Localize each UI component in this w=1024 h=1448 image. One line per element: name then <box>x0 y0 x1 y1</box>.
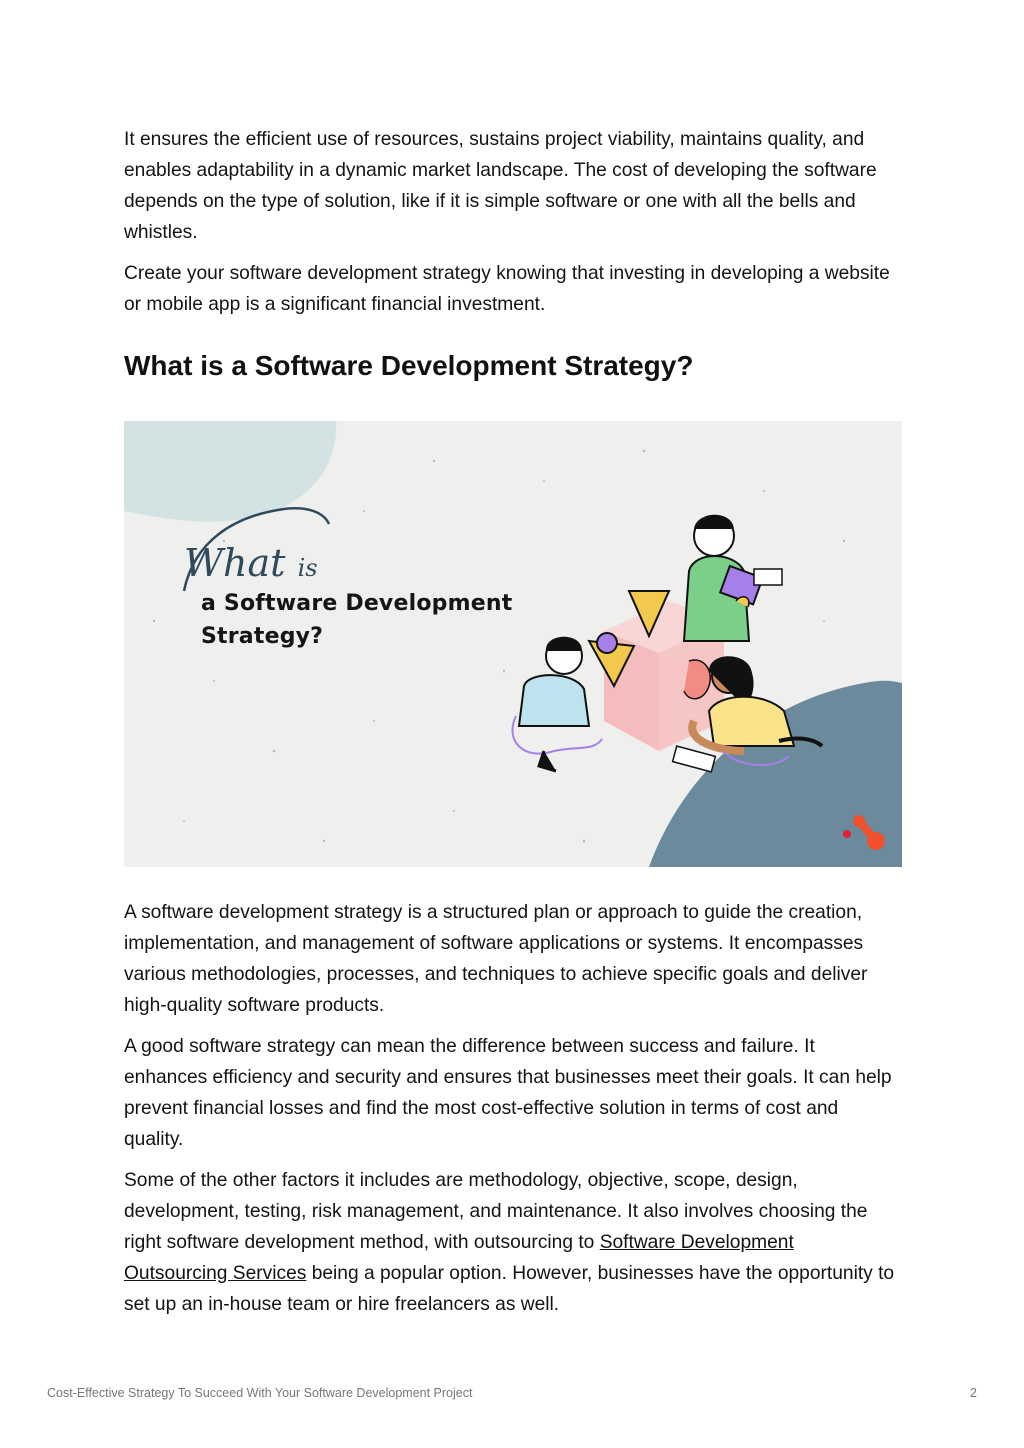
illustration-title-line-2: Strategy? <box>201 624 324 649</box>
body-paragraph-3 <box>124 1165 900 1320</box>
person-green-icon <box>684 515 782 641</box>
body-paragraph-1: A software development strategy is a structured plan or approach to guide the creation, implementation, and management of software applications or systems. It encompasses various methodologies, processes, and techniques to achieve specific goals and deliver high-quality software products. <box>124 902 868 1016</box>
body-paragraph-2: A good software strategy can mean the difference between success and failure. It enhances efficiency and security and ensures that businesses meet their goals. It can help prevent financial losses and find the most cost-effective solution in terms of cost and quality. <box>124 1036 892 1150</box>
page-number: 2 <box>970 1386 977 1400</box>
article-illustration <box>124 421 902 867</box>
body-section <box>124 897 900 1320</box>
intro-paragraph-1: It ensures the efficient use of resources, sustains project viability, maintains quality, and enables adaptability in a dynamic market landscape. The cost of developing the software depends on the type of solution, like if it is simple software or one with all the bells and whistles. <box>124 129 877 243</box>
blob-top-left <box>124 421 336 522</box>
illustration-title-line-1: a Software Development <box>201 591 513 616</box>
person-blue-icon <box>512 637 602 771</box>
outsourcing-services-link[interactable]: Software Development Outsourcing Services <box>124 1232 794 1284</box>
intro-paragraph-2: Create your software development strategy knowing that investing in developing a website or mobile app is a significant financial investment. <box>124 263 890 315</box>
illustration-script-text: What is <box>184 541 318 585</box>
body-paragraph-3-end: being a popular option. However, businesses have the opportunity to set up an in-house team or hire freelancers as well. <box>124 1263 895 1315</box>
section-heading: What is a Software Development Strategy? <box>124 350 694 381</box>
page-content <box>124 124 900 1330</box>
illustration-title <box>201 587 512 653</box>
body-paragraph-3-start: Some of the other factors it includes are methodology, objective, scope, design, development, testing, risk management, and maintenance. It also involves choosing the right software development method, with outsourcing to <box>124 1170 868 1253</box>
footer-title: Cost-Effective Strategy To Succeed With Your Software Development Project <box>47 1386 473 1400</box>
